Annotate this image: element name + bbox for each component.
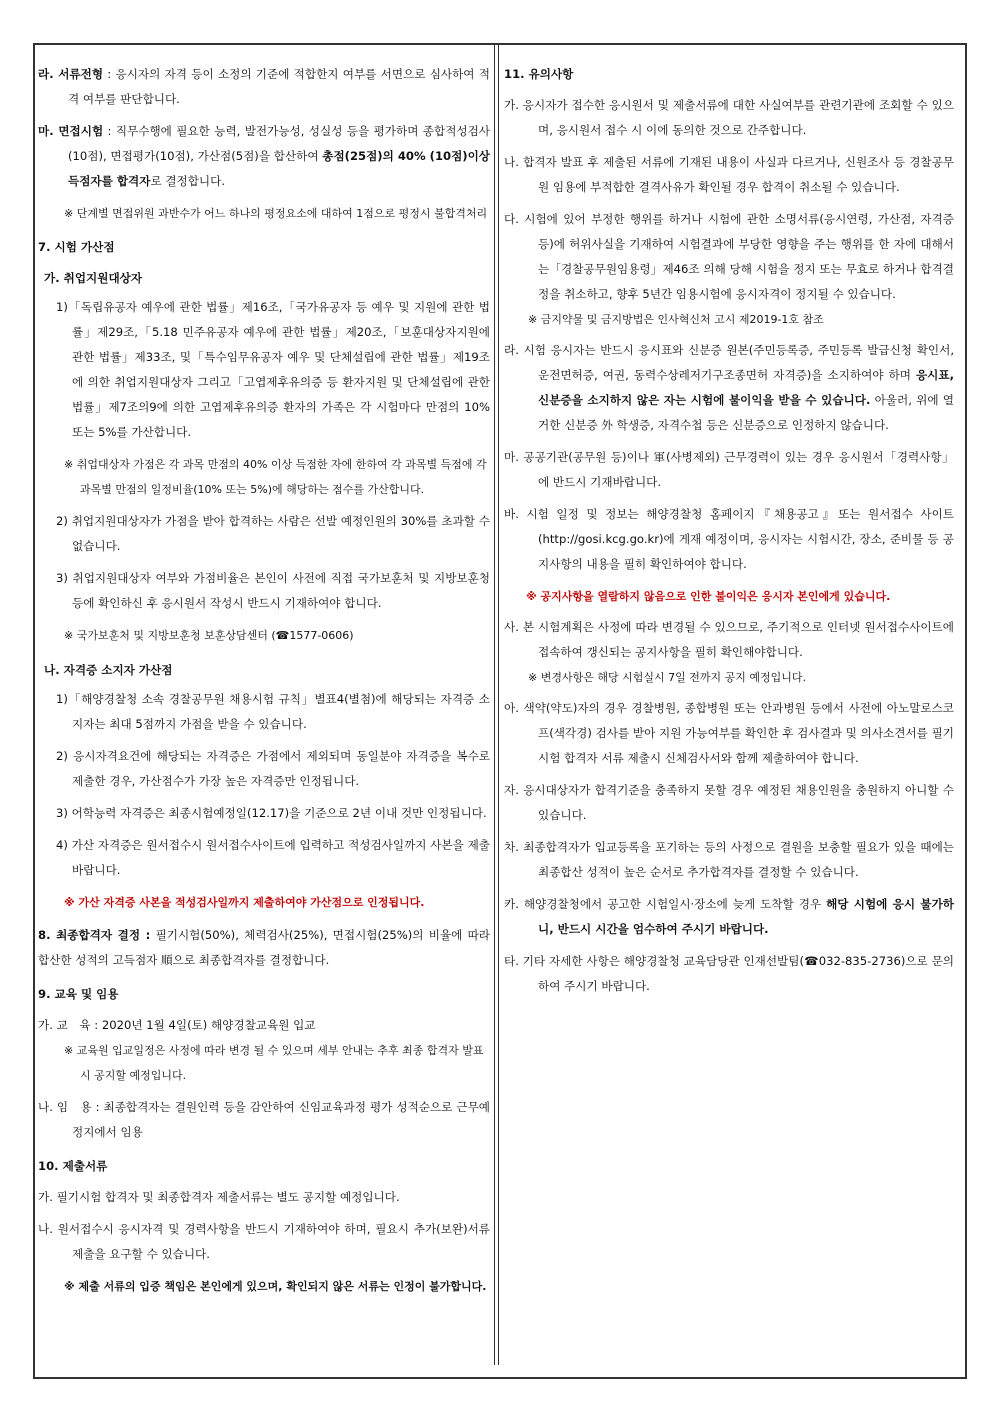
section-9a-note: ※ 교육원 입교일정은 사정에 따라 변경 될 수 있으며 세부 안내는 추후 최종 합격자 발표시 공지할 예정입니다.	[64, 1044, 484, 1082]
notice-ma: 마. 공공기관(공무원 등)이나 軍(사병제외) 근무경력이 있는 경우 응시원서「경력사항」에 반드시 기재바랍니다.	[504, 450, 954, 489]
section-8-text: 필기시험(50%), 체력검사(25%), 면접시험(25%)의 비율에 따라 합산한 성적의 고득점자 順으로 최종합격자를 결정합니다.	[38, 928, 490, 967]
section-7b-heading: 나. 자격증 소지자 가산점	[44, 663, 173, 677]
section-7b-item-2: 2) 응시자격요건에 해당되는 자격증은 가점에서 제외되며 동일분야 자격증을 복수로 제출한 경우, 가산점수가 가장 높은 자격증만 인정됩니다.	[56, 749, 490, 788]
notice-ga: 가. 응시자가 접수한 응시원서 및 제출서류에 대한 사실여부를 관련기관에 조회할 수 있으며, 응시원서 접수 시 이에 동의한 것으로 간주합니다.	[504, 98, 954, 137]
notice-ra	[504, 338, 954, 438]
section-8	[38, 923, 490, 973]
notice-da: 다. 시험에 있어 부정한 행위를 하거나 시험에 관한 소명서류(응시연령, 가산점, 자격증 등)에 허위사실을 기재하여 시험결과에 부당한 영향을 주는 행위를 한 자에 대해서는「경찰공무원임용령」제46조 의해 당해 시험을 정지 또는 무효로 하거나 합격결정을 취소하고, 향후 5년간 임용시험에 응시자격이 정지될 수 있습니다.	[504, 212, 954, 301]
section-10-heading: 10. 제출서류	[38, 1159, 108, 1173]
section-7a-heading: 가. 취업지원대상자	[44, 271, 143, 285]
section-7a-item-3: 3) 취업지원대상자 여부와 가점비율은 본인이 사전에 직접 국가보훈처 및 지방보훈청 등에 확인하신 후 응시원서 작성시 반드시 기재하여야 합니다.	[56, 571, 490, 610]
notice-na: 나. 합격자 발표 후 제출된 서류에 기재된 내용이 사실과 다르거나, 신원조사 등 경찰공무원 임용에 부적합한 결격사유가 확인될 경우 합격이 취소될 수 있습니다.	[504, 155, 954, 194]
section-7a-item-2: 2) 취업지원대상자가 가점을 받아 합격하는 사람은 선발 예정인원의 30%를 초과할 수 없습니다.	[56, 514, 490, 553]
section-7a-item-1: 1)「독립유공자 예우에 관한 법률」제16조,「국가유공자 등 예우 및 지원에 관한 법률」제29조,「5.18 민주유공자 예우에 관한 법률」제20조,「보훈대상자지원에 관한 법률」제33조, 및「특수임무유공자 예우 및 단체설립에 관한 법률」제19조에 의한 취업지원대상자 그리고「고엽제후유의증 등 환자지원 및 단체설립에 관한 법률」제7조의9에 의한 고엽제후유의증 환자의 가족은 각 시험마다 만점의 10% 또는 5%를 가산합니다.	[56, 300, 490, 439]
section-7b-note: ※ 가산 자격증 사본을 적성검사일까지 제출하여야 가산점으로 인정됩니다.	[64, 896, 425, 909]
interview-exam	[38, 119, 490, 194]
notice-sa-note: ※ 변경사항은 해당 시험실시 7일 전까지 공지 예정입니다.	[528, 671, 806, 684]
section-11-heading: 11. 유의사항	[504, 67, 574, 81]
notice-ja: 자. 응시대상자가 합격기준을 충족하지 못할 경우 예정된 채용인원을 충원하지 아니할 수 있습니다.	[504, 783, 954, 822]
section-9-heading: 9. 교육 및 임용	[38, 987, 119, 1001]
interview-exam-text-end: 로 결정합니다.	[150, 174, 226, 188]
notice-a: 아. 색약(약도)자의 경우 경찰병원, 종합병원 또는 안과병원 등에서 사전에 아노말로스코프(색각경) 검사를 받아 지원 가능여부를 확인한 후 검사결과 및 의사소견서를 필기시험 합격자 서류 제출시 신체검사서와 함께 제출하여야 합니다.	[504, 701, 954, 765]
section-9a: 가. 교 육 : 2020년 1월 4일(토) 해양경찰교육원 입교	[38, 1018, 316, 1032]
section-7a-note: ※ 취업대상자 가점은 각 과목 만점의 40% 이상 득점한 자에 한하여 각 과목별 득점에 각 과목별 만점의 일정비율(10% 또는 5%)에 해당하는 점수를 가산합니다.	[64, 458, 487, 496]
column-divider	[494, 45, 495, 1365]
section-10b: 나. 원서접수시 응시자격 및 경력사항을 반드시 기재하여야 하며, 필요시 추가(보완)서류 제출을 요구할 수 있습니다.	[38, 1222, 490, 1261]
column-divider-inner	[498, 45, 499, 1365]
notice-ta: 타. 기타 자세한 사항은 해양경찰청 교육담당관 인재선발팀(☎032-835-2736)으로 문의하여 주시기 바랍니다.	[504, 954, 954, 993]
notice-ra-text-end: 아울러, 위에 열거한 신분증 外 학생증, 자격수첩 등은 신분증으로 인정하지 않습니다.	[538, 393, 954, 432]
notice-cha: 차. 최종합격자가 입교등록을 포기하는 등의 사정으로 결원을 보충할 필요가 있을 때에는 최종합산 성적이 높은 순서로 추가합격자를 결정할 수 있습니다.	[504, 840, 954, 879]
interview-exam-text: : 직무수행에 필요한 능력, 발전가능성, 성실성 등을 평가하며 종합적성검사(10점), 면접평가(10점), 가산점(5점)을 합산하여	[68, 124, 490, 163]
section-10a: 가. 필기시험 합격자 및 최종합격자 제출서류는 별도 공지할 예정입니다.	[38, 1190, 400, 1204]
notice-ba: 바. 시험 일정 및 정보는 해양경찰청 홈페이지『채용공고』또는 원서접수 사이트(http://gosi.kcg.go.kr)에 게재 예정이며, 응시자는 시험시간, 장소, 준비물 등 공지사항의 내용을 필히 확인하여야 합니다.	[504, 507, 954, 571]
interview-note: ※ 단계별 면접위원 과반수가 어느 하나의 평정요소에 대하여 1점으로 평정시 불합격처리	[64, 207, 488, 220]
right-column	[504, 62, 954, 1006]
section-9b: 나. 임 용 : 최종합격자는 결원인력 등을 감안하여 신임교육과정 평가 성적순으로 근무예정지에서 임용	[38, 1100, 490, 1139]
notice-ka-text: 카. 해양경찰청에서 공고한 시험일시·장소에 늦게 도착할 경우	[504, 897, 827, 911]
notice-ba-note: ※ 공지사항을 열람하지 않음으로 인한 불이익은 응시자 본인에게 있습니다.	[526, 590, 891, 603]
document-screening-label: 라. 서류전형	[38, 67, 104, 81]
notice-ka-bold: 해당 시험에 응시 불가하니, 반드시 시간을 엄수하여 주시기 바랍니다.	[538, 897, 954, 936]
interview-exam-criteria: 총점(25점)의 40% (10점)이상 득점자를 합격자	[68, 149, 490, 188]
notice-ka	[504, 892, 954, 942]
notice-sa: 사. 본 시험계획은 사정에 따라 변경될 수 있으므로, 주기적으로 인터넷 원서접수사이트에 접속하여 갱신되는 공지사항을 필히 확인해야합니다.	[504, 620, 954, 659]
section-7b-item-4: 4) 가산 자격증은 원서접수시 원서접수사이트에 입력하고 적성검사일까지 사본을 제출 바랍니다.	[56, 838, 490, 877]
section-7a-note-2: ※ 국가보훈처 및 지방보훈청 보훈상담센터 (☎1577-0606)	[64, 629, 354, 642]
section-7b-item-3: 3) 어학능력 자격증은 최종시험예정일(12.17)을 기준으로 2년 이내 것만 인정됩니다.	[56, 806, 487, 820]
left-column	[38, 62, 490, 1306]
notice-ra-bold: 응시표, 신분증을 소지하지 않은 자는 시험에 불이익을 받을 수 있습니다.	[538, 368, 954, 407]
section-7b-item-1: 1)「해양경찰청 소속 경찰공무원 채용시험 규칙」별표4(별첨)에 해당되는 자격증 소지자는 최대 5점까지 가점을 받을 수 있습니다.	[56, 692, 490, 731]
section-7-heading: 7. 시험 가산점	[38, 240, 115, 254]
section-10-note: ※ 제출 서류의 입증 책임은 본인에게 있으며, 확인되지 않은 서류는 인정이 불가합니다.	[64, 1280, 487, 1293]
notice-da-note: ※ 금지약물 및 금지방법은 인사혁신처 고시 제2019-1호 참조	[528, 313, 824, 326]
interview-exam-label: 마. 면접시험	[38, 124, 104, 138]
section-8-label: 8. 최종합격자 결정 :	[38, 928, 151, 942]
document-screening-text: : 응시자의 자격 등이 소정의 기준에 적합한지 여부를 서면으로 심사하여 적격 여부를 판단합니다.	[68, 67, 490, 106]
notice-ra-text: 라. 시험 응시자는 반드시 응시표와 신분증 원본(주민등록증, 주민등록 발급신청 확인서, 운전면허증, 여권, 동력수상레저기구조종면허 자격증)을 소지하여야 하며	[504, 343, 954, 382]
document-screening	[38, 62, 490, 112]
